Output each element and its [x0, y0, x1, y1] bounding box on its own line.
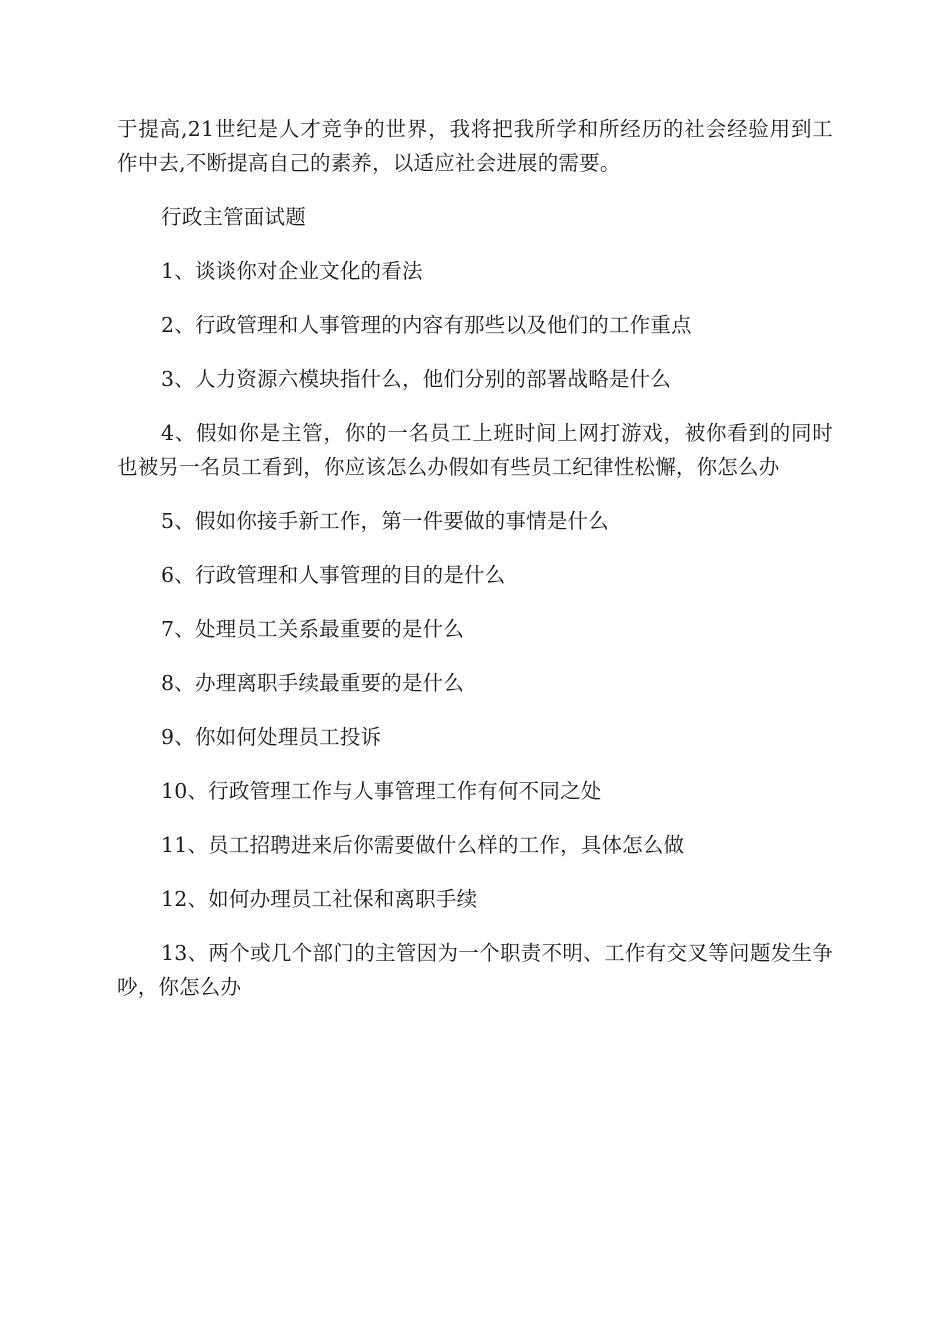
question-item: 7、处理员工关系最重要的是什么: [161, 617, 465, 641]
question-item: 4、假如你是主管，你的一名员工上班时间上网打游戏，被你看到的同时也被另一名员工看到，你应该怎么办假如有些员工纪律性松懈，你怎么办: [117, 421, 833, 479]
question-item: 11、员工招聘进来后你需要做什么样的工作，具体怎么做: [161, 833, 685, 857]
question-item: 13、两个或几个部门的主管因为一个职责不明、工作有交叉等问题发生争吵，你怎么办: [117, 941, 833, 999]
question-item: 3、人力资源六模块指什么，他们分别的部署战略是什么: [161, 367, 672, 391]
question-item: 2、行政管理和人事管理的内容有那些以及他们的工作重点: [161, 313, 692, 337]
document-body: [117, 112, 833, 1024]
question-item: 10、行政管理工作与人事管理工作有何不同之处: [161, 779, 602, 803]
question-item: 12、如何办理员工社保和离职手续: [161, 887, 478, 911]
question-item: 1、谈谈你对企业文化的看法: [161, 259, 423, 283]
section-heading: 行政主管面试题: [161, 205, 306, 229]
paragraph-continuation: 于提高,21世纪是人才竞争的世界，我将把我所学和所经历的社会经验用到工作中去,不断提高自己的素养，以适应社会进展的需要。: [117, 117, 833, 175]
question-item: 6、行政管理和人事管理的目的是什么: [161, 563, 506, 587]
question-item: 9、你如何处理员工投诉: [161, 725, 382, 749]
question-item: 8、办理离职手续最重要的是什么: [161, 671, 465, 695]
question-item: 5、假如你接手新工作，第一件要做的事情是什么: [161, 509, 609, 533]
